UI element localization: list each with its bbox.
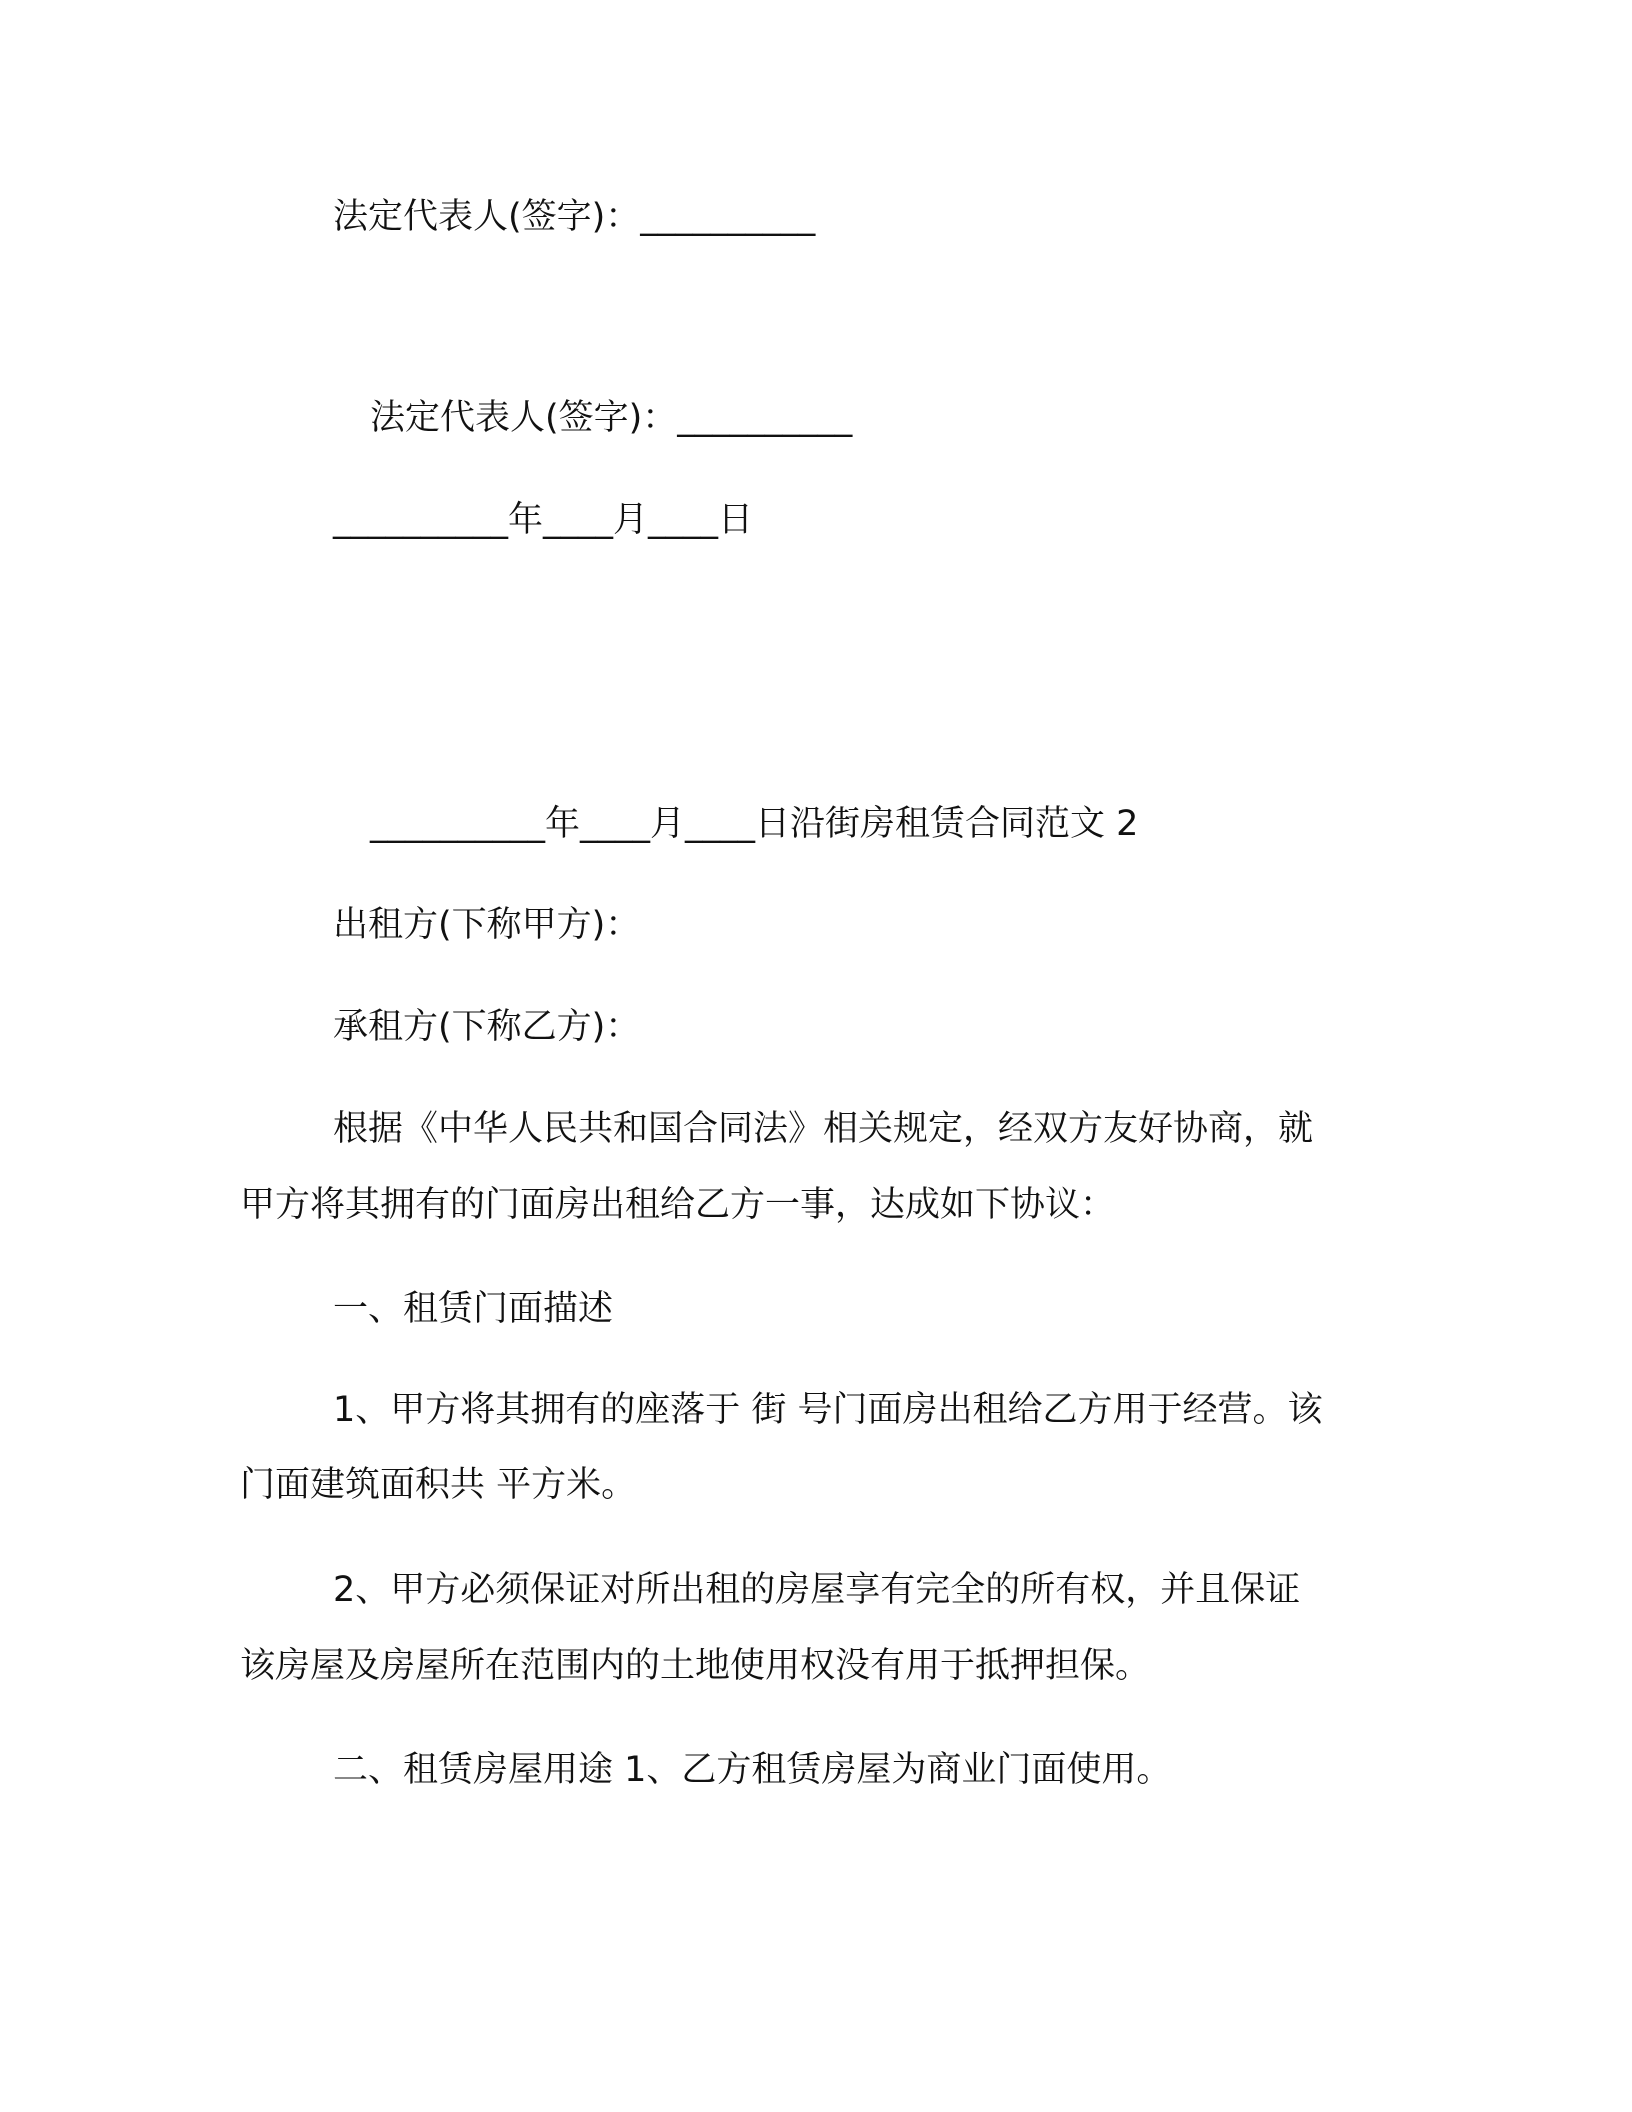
date-line: __________年____月____日 — [333, 500, 754, 540]
contract-title-line: __________年____月____日沿街房租赁合同范文 2 — [370, 804, 1139, 844]
intro-paragraph-line-2: 甲方将其拥有的门面房出租给乙方一事，达成如下协议： — [240, 1185, 1116, 1225]
signature-line-2: 法定代表人(签字)：__________ — [370, 398, 853, 438]
lessor-line: 出租方(下称甲方)： — [333, 905, 641, 945]
lessee-line: 承租方(下称乙方)： — [333, 1007, 641, 1047]
clause-1-line-1: 1、甲方将其拥有的座落于 街 号门面房出租给乙方用于经营。该 — [333, 1390, 1323, 1430]
signature-line-1: 法定代表人(签字)：__________ — [333, 197, 816, 237]
clause-2-line-1: 2、甲方必须保证对所出租的房屋享有完全的所有权，并且保证 — [333, 1570, 1301, 1610]
clause-2-line-2: 该房屋及房屋所在范围内的土地使用权没有用于抵押担保。 — [240, 1646, 1151, 1686]
section-2-line: 二、租赁房屋用途 1、乙方租赁房屋为商业门面使用。 — [333, 1750, 1172, 1790]
intro-paragraph-line-1: 根据《中华人民共和国合同法》相关规定，经双方友好协商，就 — [333, 1109, 1314, 1149]
clause-1-line-2: 门面建筑面积共 平方米。 — [240, 1465, 637, 1505]
section-1-heading: 一、租赁门面描述 — [333, 1289, 614, 1329]
